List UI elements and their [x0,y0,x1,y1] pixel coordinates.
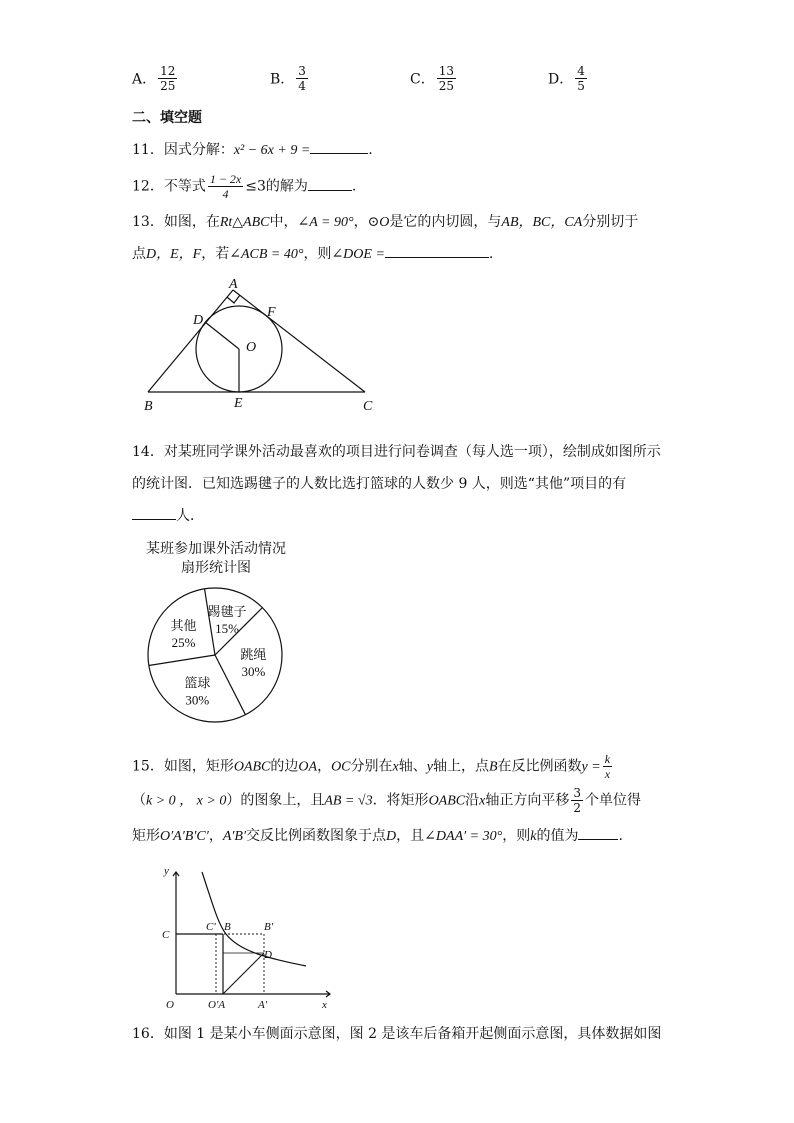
question-14-line-1: 14．对某班同学课外活动最喜欢的项目进行问卷调查（每人选一项），绘制成如图所示 [132,444,661,460]
pie-slice-boundary [149,655,215,665]
question-15-line-3: 矩形O′A′B′C′，A′B′交反比例函数图象于点D，且∠DAA′ = 30°，则k的值为 . [132,828,623,844]
choice-fraction: $\frac{13}{25}$ [438,64,454,93]
choice-label: C． [410,71,435,88]
label-a: A [229,277,238,292]
choice-label: A． [132,71,157,88]
choice-fraction: $\frac{3}{4}$ [298,64,306,93]
chart-title-line-2: 扇形统计图 [181,560,251,576]
pie-chart [140,580,290,730]
pie-slice-value: 15% [215,621,239,637]
side-ab [148,290,233,392]
answer-blank[interactable] [310,153,368,154]
question-12: 12．不等式 $\frac{1 - 2x}{4}$ ≤3的解为 . [132,172,357,201]
pie-slice-value: 25% [171,635,196,651]
pie-slice-label: 跳绳 [240,647,267,663]
pie-slice-boundary [205,589,215,655]
pie-slice-value: 30% [241,664,266,680]
choice-b [270,64,310,93]
q15-three-halves: $\frac{3}{2}$ [573,786,581,815]
label-e: E [234,396,243,411]
chart-title-line-1: 某班参加课外活动情况 [146,541,286,557]
section-title: 二、填空题 [132,110,202,126]
pie-slice-label: 踢毽子 [207,604,247,620]
label-d: D [264,949,272,961]
right-angle-mark [227,295,240,303]
question-13-line-1: 13．如图，在Rt△ABC中，∠A = 90°，⊙O是它的内切圆，与AB，BC，CA分别切于 [132,214,639,230]
radius-od [205,322,239,349]
question-13-line-2: 点D，E，F，若∠ACB = 40°，则∠DOE = . [132,246,494,262]
pie-slice-label: 篮球 [184,675,211,691]
segment-ad-diagonal [223,953,264,994]
label-d: D [193,313,204,328]
q12-fraction: $\frac{1 - 2x}{4}$ [209,172,242,201]
question-14-line-3: 人． [132,506,204,526]
label-bprime: B′ [264,921,274,933]
label-oprime-a: O′A [208,999,226,1011]
label-x: x [322,999,327,1011]
choice-c [410,64,458,93]
q15-k-over-x: $\frac{k}{x}$ [604,752,611,781]
label-b: B [224,921,231,933]
choice-d [548,64,589,93]
choice-fraction: $\frac{12}{25}$ [160,64,176,93]
label-b: B [144,399,153,414]
triangle-incircle-figure [130,272,390,422]
answer-blank[interactable] [132,519,176,520]
rectangle-hyperbola-figure [150,862,340,1012]
hyperbola-curve [202,872,306,966]
answer-blank[interactable] [578,839,618,840]
choice-a [132,64,179,93]
label-f: F [267,305,276,320]
question-16: 16．如图 1 是某小车侧面示意图，图 2 是该车后备箱开起侧面示意图，具体数据如图 [132,1026,662,1042]
label-aprime: A′ [258,999,268,1011]
pie-slice-value: 30% [185,692,210,708]
question-15-line-1: 15．如图，矩形OABC的边OA，OC分别在x轴、y轴上，点B在反比例函数y = $\frac{k}{x}$ [132,752,611,781]
choice-label: B． [270,71,295,88]
choice-label: D． [548,71,574,88]
q11-expression: x² − 6x + 9 = [233,143,311,158]
label-cprime: C′ [206,921,216,933]
label-o: O [246,340,257,355]
question-11: 11．因式分解：x² − 6x + 9 = . [132,142,373,158]
question-14-line-2: 的统计图．已知选踢毽子的人数比选打篮球的人数少 9 人，则选“其他”项目的有 [132,476,627,492]
question-15-line-2: （k > 0 ， x > 0）的图象上，且AB = √3．将矩形OABC沿x轴正方向平移 $\frac{3}{2}$ 个单位得 [132,786,641,815]
choice-fraction: $\frac{4}{5}$ [577,64,585,93]
answer-blank[interactable] [308,190,352,191]
answer-blank[interactable] [385,257,489,258]
label-o: O [166,999,174,1011]
label-c: C [363,399,373,414]
label-c: C [162,929,170,941]
pie-slice-label: 其他 [170,618,197,634]
label-y: y [164,865,169,877]
